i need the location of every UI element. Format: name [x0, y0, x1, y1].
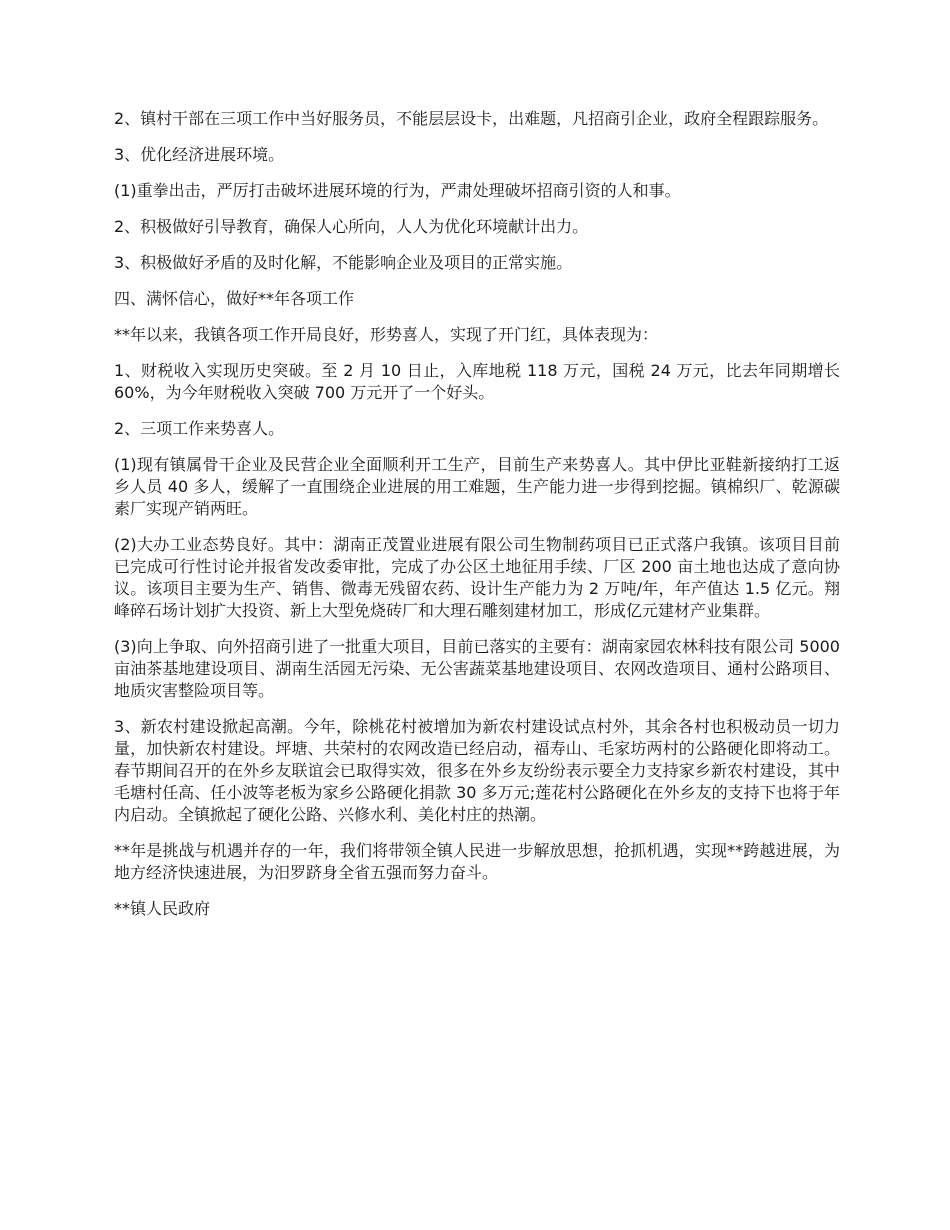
paragraph-tax-revenue: 1、财税收入实现历史突破。至 2 月 10 日止，入库地税 118 万元，国税 24 万元，比去年同期增长 60%，为今年财税收入突破 700 万元开了一个好头。 — [114, 361, 840, 402]
paragraph-enterprises: (1)现有镇属骨干企业及民营企业全面顺利开工生产，目前生产来势喜人。其中伊比亚鞋新接纳打工返乡人员 40 多人，缓解了一直围绕企业进展的用工难题，生产能力进一步得到挖掘。镇棉织厂、乾源碳素厂实现产销两旺。 — [114, 455, 840, 518]
paragraph-optimize-environment: 3、优化经济进展环境。 — [114, 145, 285, 164]
paragraph-industry: (2)大办工业态势良好。其中：湖南正茂置业进展有限公司生物制药项目已正式落户我镇。该项目目前已完成可行性讨论并报省发改委审批，完成了办公区土地征用手续、厂区 200 亩土地也达成了意向协议。该项目主要为生产、销售、微毒无残留农药、设计生产能力为 2 万吨/年，年产值达 1.5 亿元。翔峰碎石场计划扩大投资、新上大型免烧砖厂和大理石雕刻建材加工，形成亿元建材产业集群。 — [114, 535, 840, 620]
document-body — [114, 108, 840, 934]
paragraph-guidance-education: 2、积极做好引导教育，确保人心所向，人人为优化环境献计出力。 — [114, 217, 589, 236]
paragraph-three-projects: 2、三项工作来势喜人。 — [114, 419, 285, 438]
paragraph-good-start: **年以来，我镇各项工作开局良好，形势喜人，实现了开门红，具体表现为： — [114, 325, 659, 344]
signature-government: **镇人民政府 — [114, 899, 211, 918]
paragraph-crackdown: (1)重拳出击，严厉打击破坏进展环境的行为，严肃处理破坏招商引资的人和事。 — [114, 181, 681, 200]
section-heading-four: 四、满怀信心，做好**年各项工作 — [114, 289, 355, 308]
paragraph-conflict-resolution: 3、积极做好矛盾的及时化解，不能影响企业及项目的正常实施。 — [114, 253, 573, 272]
paragraph-service-staff: 2、镇村干部在三项工作中当好服务员，不能层层设卡，出难题，凡招商引企业，政府全程跟踪服务。 — [114, 109, 829, 128]
paragraph-new-countryside: 3、新农村建设掀起高潮。今年，除桃花村被增加为新农村建设试点村外，其余各村也积极动员一切力量，加快新农村建设。坪塘、共荣村的农网改造已经启动，福寿山、毛家坊两村的公路硬化即将动工。春节期间召开的在外乡友联谊会已取得实效，很多在外乡友纷纷表示要全力支持家乡新农村建设，其中毛塘村任高、任小波等老板为家乡公路硬化捐款 30 多万元;莲花村公路硬化在外乡友的支持下也将于年内启动。全镇掀起了硬化公路、兴修水利、美化村庄的热潮。 — [114, 717, 840, 824]
paragraph-investment: (3)向上争取、向外招商引进了一批重大项目，目前已落实的主要有：湖南家园农林科技有限公司 5000 亩油茶基地建设项目、湖南生活园无污染、无公害蔬菜基地建设项目、农网改造项目、通村公路项目、地质灾害整险项目等。 — [114, 637, 840, 700]
paragraph-conclusion: **年是挑战与机遇并存的一年，我们将带领全镇人民进一步解放思想，抢抓机遇，实现**跨越进展，为地方经济快速进展，为汨罗跻身全省五强而努力奋斗。 — [114, 841, 840, 882]
